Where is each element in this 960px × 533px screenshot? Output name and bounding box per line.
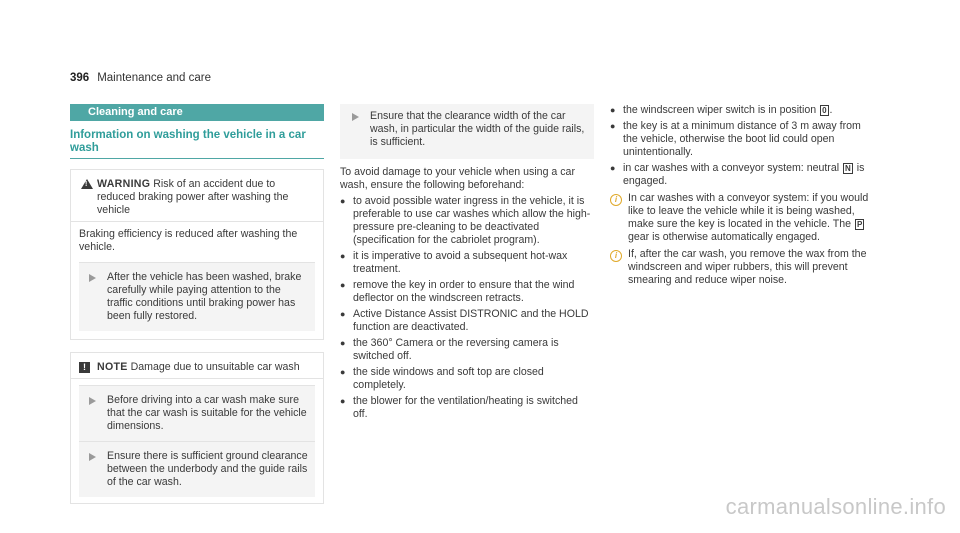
- note-step-text: Before driving into a car wash make sure that the car wash is suitable for the vehicle dimensions.: [107, 394, 307, 432]
- warning-text: Risk of an accident due to reduced braking power after washing the vehicle: [97, 178, 289, 216]
- warning-box: [70, 169, 324, 340]
- watermark: carmanualsonline.info: [725, 494, 946, 519]
- column-2: [340, 104, 594, 421]
- bullet-icon: ●: [610, 163, 616, 173]
- precaution-list: [340, 195, 594, 421]
- list-item: [340, 395, 594, 421]
- list-item: [340, 337, 594, 363]
- list-item-text: in car washes with a conveyor system: neutral: [623, 162, 840, 174]
- warning-step: [79, 262, 315, 331]
- list-item: [610, 104, 872, 117]
- info-text: If, after the car wash, you remove the wax from the windscreen and wiper rubbers, this will prevent smearing and reduce wiper noise.: [628, 248, 867, 286]
- note-step-1: [79, 385, 315, 441]
- list-item-text: remove the key in order to ensure that the wind deflector on the windscreen retracts.: [353, 279, 575, 304]
- step-arrow-icon: [89, 397, 96, 405]
- section-name: Maintenance and care: [97, 72, 211, 84]
- info-text-end: gear is otherwise automatically engaged.: [628, 231, 820, 243]
- list-item: [340, 308, 594, 334]
- list-item-end: .: [829, 104, 833, 116]
- note-label: NOTE: [97, 361, 128, 373]
- list-item: [340, 279, 594, 305]
- column-3: [610, 104, 872, 287]
- bullet-icon: ●: [340, 196, 346, 206]
- list-item-text: the key is at a minimum distance of 3 m away from the vehicle, otherwise the boot lid could open unintentionally.: [623, 120, 861, 158]
- info-text: In car washes with a conveyor system: if you would like to leave the vehicle while it is being washed, make sure the key is located in the vehicle. The: [628, 192, 869, 230]
- intro-paragraph: To avoid damage to your vehicle when using a car wash, ensure the following beforehand:: [340, 166, 575, 191]
- warning-step-text: After the vehicle has been washed, brake carefully while paying attention to the traffic conditions until braking power has been fully restored.: [107, 271, 302, 322]
- step-arrow-icon: [89, 453, 96, 461]
- list-item-text: it is imperative to avoid a subsequent hot-wax treatment.: [353, 250, 568, 275]
- neutral-gear-symbol: N: [845, 164, 851, 173]
- list-item: [340, 195, 594, 247]
- page-number: 396: [70, 72, 90, 84]
- note-box: [70, 352, 324, 504]
- warning-head: [71, 170, 323, 221]
- bullet-icon: ●: [340, 309, 346, 319]
- list-item-text: Active Distance Assist DISTRONIC and the HOLD function are deactivated.: [353, 308, 589, 333]
- bullet-icon: ●: [610, 105, 616, 115]
- warning-triangle-icon: [81, 179, 93, 189]
- note-head: [71, 353, 323, 378]
- bullet-icon: ●: [340, 338, 346, 348]
- subsection-heading: Information on washing the vehicle in a car wash: [70, 129, 324, 159]
- column-1: [70, 104, 324, 504]
- info-icon: i: [610, 250, 622, 262]
- list-item-text: the 360° Camera or the reversing camera is switched off.: [353, 337, 559, 362]
- bullet-icon: ●: [340, 396, 346, 406]
- info-icon: i: [610, 194, 622, 206]
- step-arrow-icon: [352, 113, 359, 121]
- bullet-icon: ●: [610, 121, 616, 131]
- list-item-text: the side windows and soft top are closed completely.: [353, 366, 544, 391]
- warning-body: Braking efficiency is reduced after washing the vehicle.: [71, 221, 323, 262]
- list-item-end: is engaged.: [623, 162, 865, 187]
- bullet-icon: ●: [340, 280, 346, 290]
- clearance-step-text: Ensure that the clearance width of the car wash, in particular the width of the guide rails, is sufficient.: [370, 110, 585, 148]
- warning-label: WARNING: [97, 178, 151, 190]
- note-step-2: [79, 441, 315, 497]
- note-step-text: Ensure there is sufficient ground clearance between the underbody and the guide rails of the car wash.: [107, 450, 308, 488]
- info-note-1: [610, 192, 872, 244]
- page-header: [70, 72, 211, 85]
- info-note-2: [610, 248, 872, 287]
- list-item-text: the blower for the ventilation/heating is switched off.: [353, 395, 578, 420]
- step-arrow-icon: [89, 274, 96, 282]
- bullet-icon: ●: [340, 367, 346, 377]
- section-band: Cleaning and care: [70, 104, 324, 121]
- list-item: [340, 366, 594, 392]
- list-item: [610, 162, 872, 188]
- list-item-text: to avoid possible water ingress in the vehicle, it is preferable to use car washes which allow the high-pressure pre-cleaning to be deactivated (specification for the cabriolet program).: [353, 195, 591, 246]
- note-text: Damage due to unsuitable car wash: [130, 361, 300, 373]
- park-gear-symbol: P: [856, 220, 863, 229]
- list-item-text: the windscreen wiper switch is in position: [623, 104, 817, 116]
- list-item: [610, 120, 872, 159]
- list-item: [340, 250, 594, 276]
- note-exclamation-icon: !: [79, 362, 90, 373]
- clearance-step: [340, 104, 594, 159]
- bullet-icon: ●: [340, 251, 346, 261]
- position-zero-symbol: 0: [822, 106, 827, 115]
